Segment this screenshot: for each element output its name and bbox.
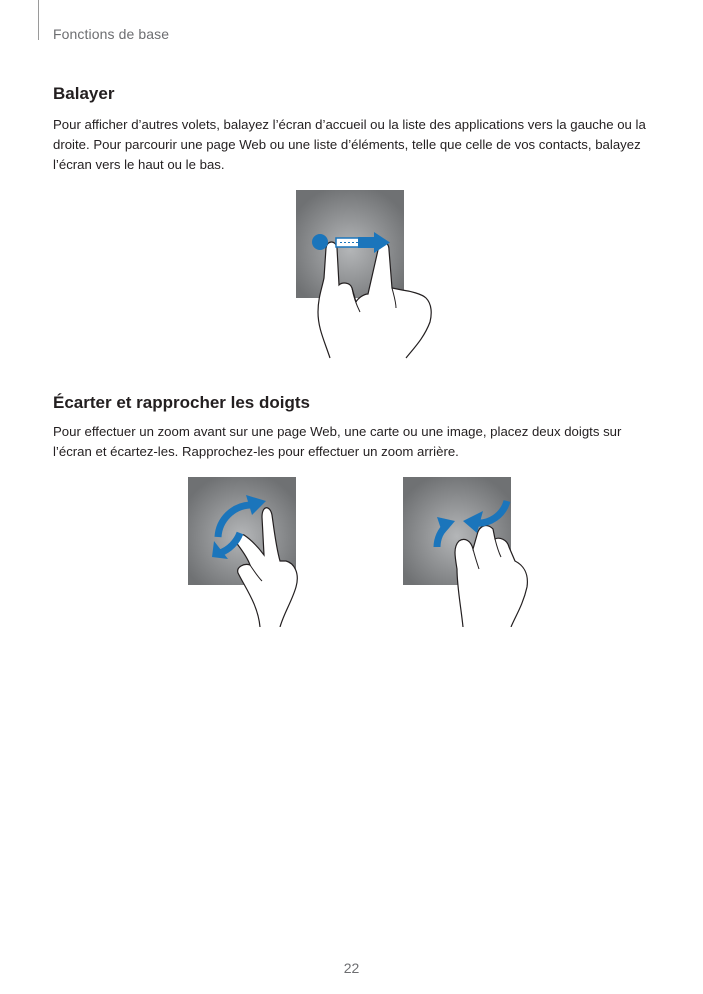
section-heading-swipe: Balayer	[53, 84, 115, 103]
pinch-fingers-gesture-icon	[403, 477, 543, 627]
section-heading-pinch: Écarter et rapprocher les doigts	[53, 393, 310, 412]
swipe-gesture-icon	[296, 190, 436, 360]
header-rule	[38, 0, 39, 40]
page-number: 22	[343, 960, 360, 976]
pinch-description: Pour effectuer un zoom avant sur une page Web, une carte ou une image, placez deux doigts sur l’écran et écartez-les. Rapprochez-les pour effectuer un zoom arrière.	[53, 424, 622, 459]
running-header: Fonctions de base	[53, 26, 170, 42]
swipe-description: Pour afficher d’autres volets, balayez l’écran d’accueil ou la liste des applications vers la gauche ou la droite. Pour parcourir une page Web ou une liste d’éléments, telle que celle de vos contacts, balayez l’écran vers le haut ou le bas.	[53, 117, 646, 172]
spread-fingers-gesture-icon	[188, 477, 328, 627]
